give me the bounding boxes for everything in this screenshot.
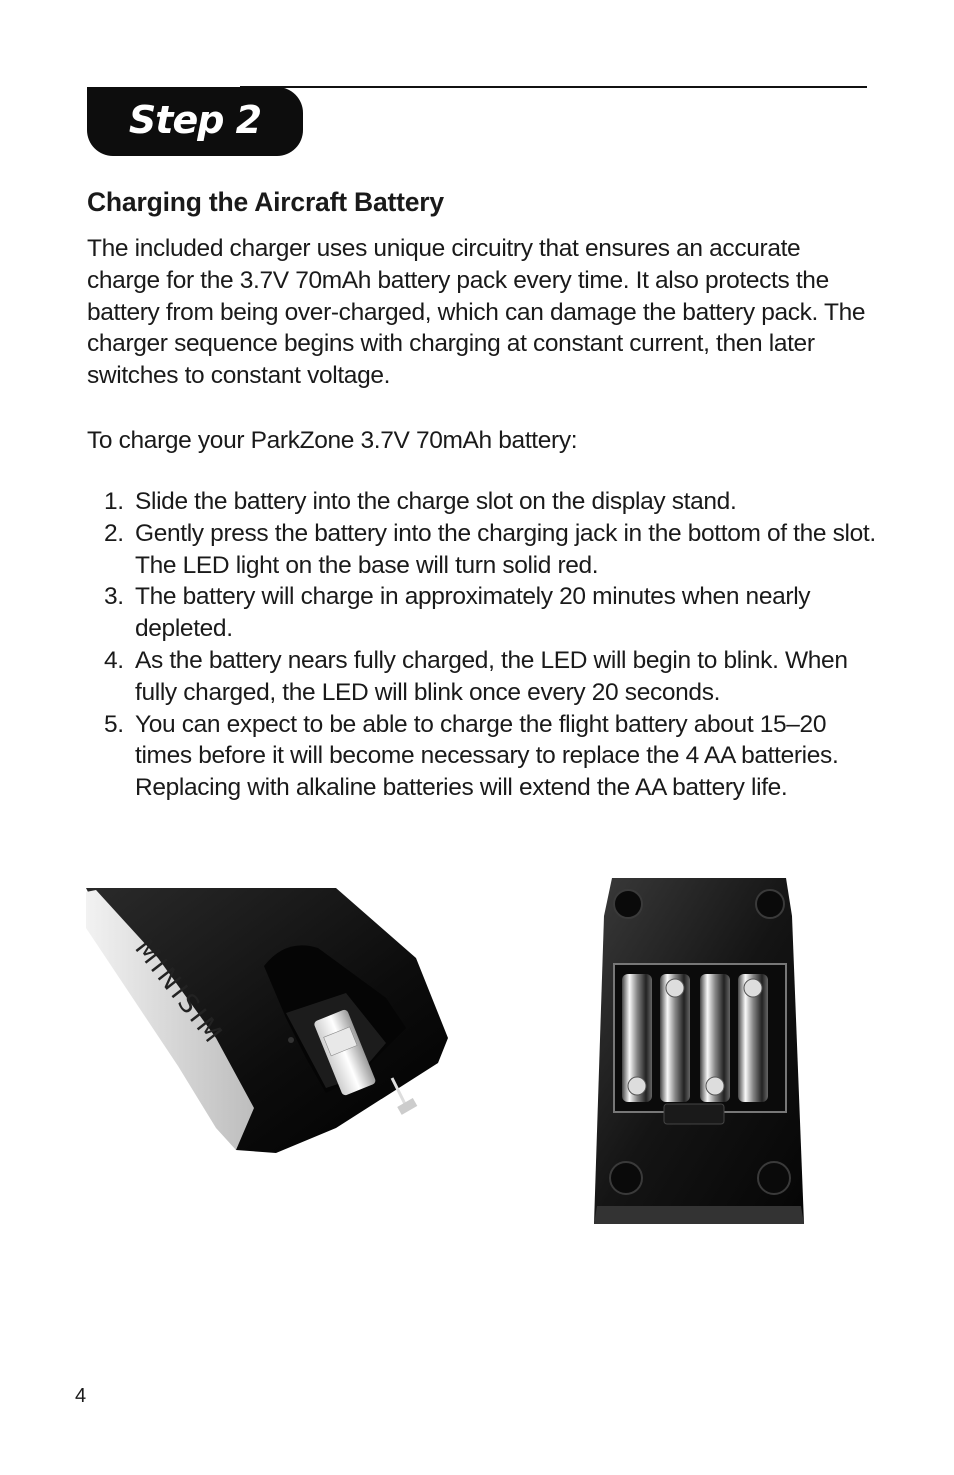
header-rule	[240, 86, 867, 88]
list-item	[87, 709, 877, 804]
list-item	[87, 581, 877, 645]
list-item	[87, 645, 877, 709]
list-item-text: Gently press the battery into the charging jack in the bottom of the slot. The LED light on the base will turn solid red.	[135, 519, 876, 579]
list-item-number: 2.	[104, 519, 124, 547]
list-item	[87, 486, 877, 518]
list-item-text: The battery will charge in approximately 20 minutes when nearly depleted.	[135, 583, 811, 643]
list-item-text: As the battery nears fully charged, the LED will begin to blink. When fully charged, the LED will blink once every 20 seconds.	[135, 646, 848, 706]
list-item-number: 3.	[104, 583, 124, 611]
instruction-list	[87, 486, 877, 804]
list-item-number: 5.	[104, 710, 124, 738]
list-item-text: Slide the battery into the charge slot on the display stand.	[135, 488, 737, 515]
intro-paragraph: The included charger uses unique circuitry that ensures an accurate charge for the 3.7V 70mAh battery pack every time. It also protects the battery from being over-charged, which can damage the battery pack. The charger sequence begins with charging at constant current, then later switches to constant voltage.	[87, 235, 866, 390]
list-item	[87, 518, 877, 582]
list-item-number: 1.	[104, 488, 124, 515]
charger-brand-text: MINISIM	[128, 933, 229, 1051]
step-badge	[87, 87, 303, 156]
list-item-text: You can expect to be able to charge the flight battery about 15–20 times before it will become necessary to replace the 4 AA batteries. Replacing with alkaline batteries will extend the AA battery life.	[135, 710, 839, 802]
lead-in-text: To charge your ParkZone 3.7V 70mAh battery:	[87, 427, 578, 454]
charger-stand-photo	[86, 888, 456, 1163]
battery-compartment-photo	[592, 876, 806, 1226]
step-label: Step 2	[128, 98, 262, 142]
list-item-number: 4.	[104, 646, 124, 674]
section-heading: Charging the Aircraft Battery	[87, 187, 444, 217]
page-number: 4	[75, 1385, 87, 1407]
